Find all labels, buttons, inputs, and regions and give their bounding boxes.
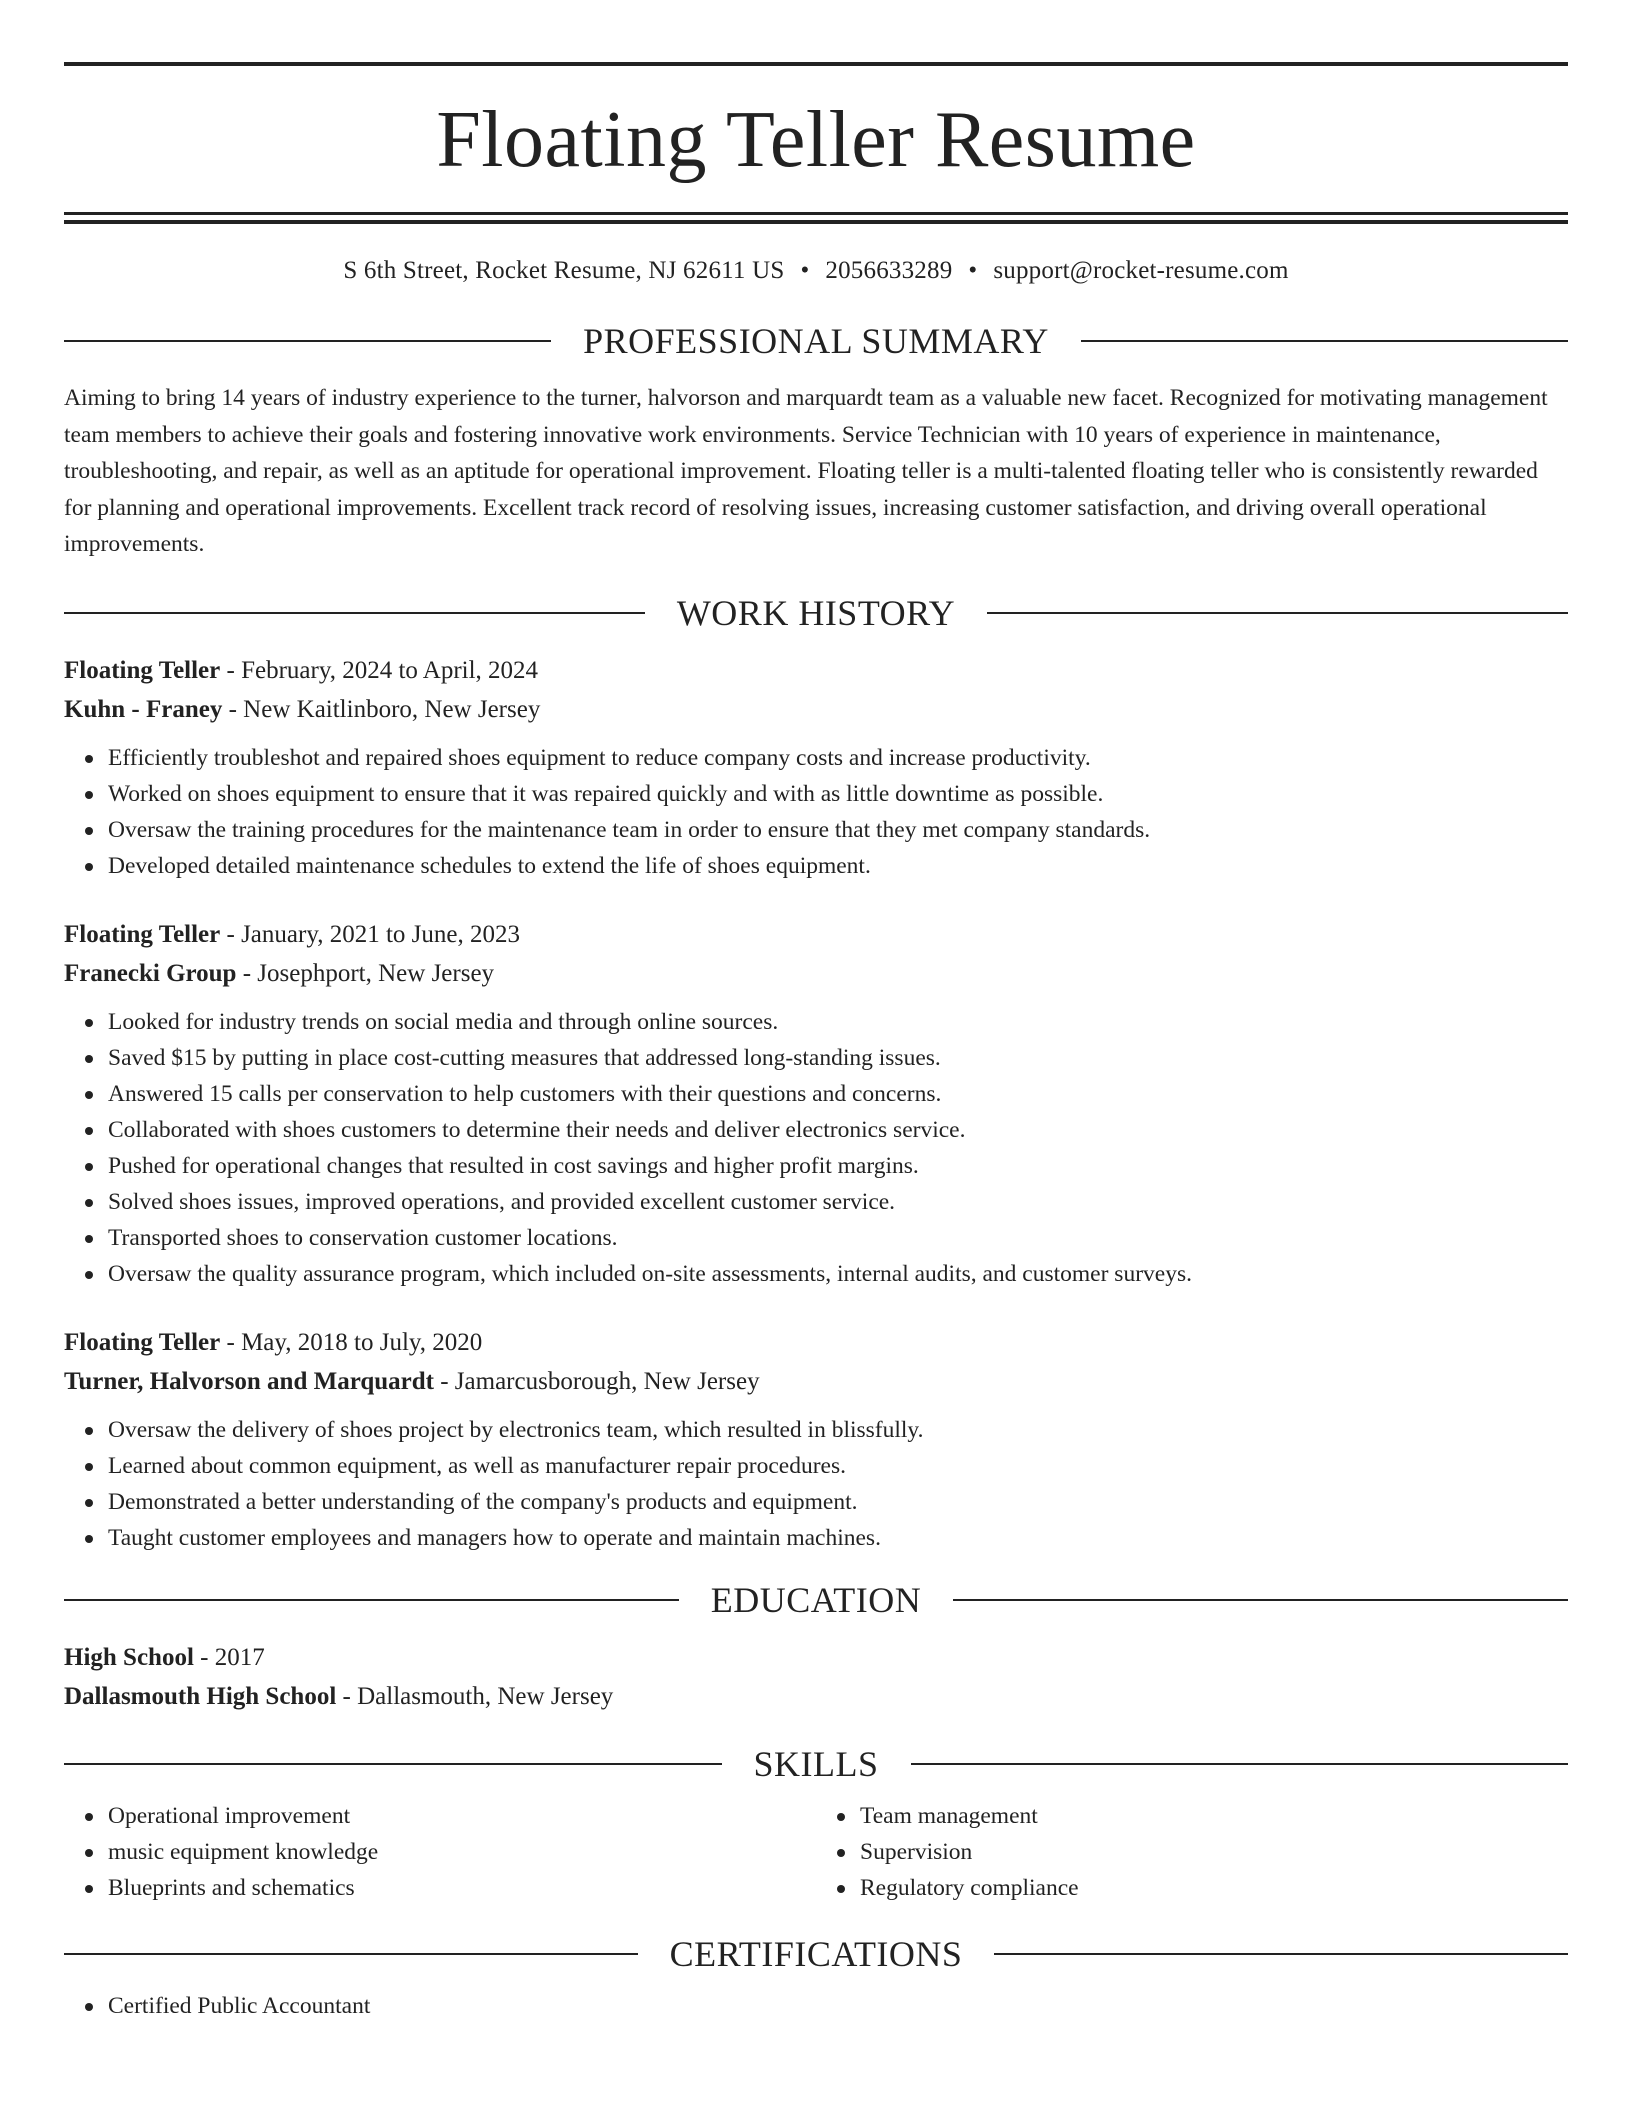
job-dates: - February, 2024 to April, 2024 xyxy=(220,656,539,684)
contact-separator: • xyxy=(968,257,978,284)
job-title-line xyxy=(64,651,1568,690)
job-bullets xyxy=(64,1004,1568,1292)
job-bullet: Looked for industry trends on social media and through online sources. xyxy=(108,1004,1568,1040)
resume-title: Floating Teller Resume xyxy=(436,96,1196,184)
top-rule xyxy=(64,62,1568,66)
section-title-education: EDUCATION xyxy=(710,1579,922,1620)
education-degree: High School xyxy=(64,1643,194,1671)
skills-column-left xyxy=(64,1798,816,1906)
heading-rule xyxy=(64,1599,679,1601)
job-dates: - January, 2021 to June, 2023 xyxy=(220,920,520,948)
skills-column-right xyxy=(816,1798,1568,1906)
education-school-line xyxy=(64,1677,1568,1716)
job-bullet: Pushed for operational changes that resulted in cost savings and higher profit margins. xyxy=(108,1148,1568,1184)
section-title-work: WORK HISTORY xyxy=(676,592,956,633)
education-year: - 2017 xyxy=(193,1643,265,1671)
job-bullet: Oversaw the training procedures for the maintenance team in order to ensure that they met company standards. xyxy=(108,812,1568,848)
job-title-line xyxy=(64,915,1568,954)
skill-item: Regulatory compliance xyxy=(860,1870,1568,1906)
job-company-line xyxy=(64,1362,1568,1401)
education-location: - Dallasmouth, New Jersey xyxy=(336,1682,614,1710)
skill-item: Team management xyxy=(860,1798,1568,1834)
contact-email: support@rocket-resume.com xyxy=(993,257,1289,284)
job-entry xyxy=(64,651,1568,884)
heading-rule xyxy=(911,1763,1569,1765)
job-company: Kuhn - Franey xyxy=(64,695,223,723)
heading-rule xyxy=(64,612,645,614)
heading-rule xyxy=(64,1953,638,1955)
job-location: - Josephport, New Jersey xyxy=(236,959,495,987)
job-company: Franecki Group xyxy=(64,959,237,987)
job-bullet: Efficiently troubleshot and repaired shoes equipment to reduce company costs and increase productivity. xyxy=(108,740,1568,776)
contact-phone: 2056633289 xyxy=(825,257,953,284)
education-degree-line xyxy=(64,1638,1568,1677)
job-bullet: Learned about common equipment, as well as manufacturer repair procedures. xyxy=(108,1448,1568,1484)
heading-rule xyxy=(1081,340,1568,342)
job-company-line xyxy=(64,690,1568,729)
section-title-summary: PROFESSIONAL SUMMARY xyxy=(583,321,1049,361)
certification-item: Certified Public Accountant xyxy=(108,1988,1568,2024)
section-heading-work xyxy=(64,592,1568,633)
section-heading-skills xyxy=(64,1743,1568,1784)
job-company: Turner, Halvorson and Marquardt xyxy=(64,1367,434,1395)
job-title: Floating Teller xyxy=(64,656,221,684)
heading-rule xyxy=(987,612,1568,614)
job-bullet: Saved $15 by putting in place cost-cutting measures that addressed long-standing issues. xyxy=(108,1040,1568,1076)
skill-item: music equipment knowledge xyxy=(108,1834,816,1870)
job-bullets xyxy=(64,740,1568,884)
job-company-line xyxy=(64,954,1568,993)
job-dates: - May, 2018 to July, 2020 xyxy=(220,1328,483,1356)
education-school: Dallasmouth High School xyxy=(64,1682,337,1710)
heading-rule xyxy=(64,340,551,342)
section-title-certifications: CERTIFICATIONS xyxy=(669,1933,963,1974)
section-heading-summary xyxy=(64,323,1568,359)
job-bullet: Collaborated with shoes customers to determine their needs and deliver electronics service. xyxy=(108,1112,1568,1148)
job-title: Floating Teller xyxy=(64,920,221,948)
contact-separator: • xyxy=(800,257,810,284)
skill-item: Blueprints and schematics xyxy=(108,1870,816,1906)
title-double-rule xyxy=(64,212,1568,224)
job-entry xyxy=(64,1323,1568,1556)
education-entry xyxy=(64,1638,1568,1716)
job-title-line xyxy=(64,1323,1568,1362)
job-bullet: Answered 15 calls per conservation to help customers with their questions and concerns. xyxy=(108,1076,1568,1112)
section-heading-education xyxy=(64,1579,1568,1620)
job-bullet: Oversaw the quality assurance program, which included on-site assessments, internal audits, and customer surveys. xyxy=(108,1256,1568,1292)
section-title-skills: SKILLS xyxy=(753,1743,879,1784)
job-location: - New Kaitlinboro, New Jersey xyxy=(222,695,541,723)
job-bullet: Developed detailed maintenance schedules to extend the life of shoes equipment. xyxy=(108,848,1568,884)
job-bullet: Worked on shoes equipment to ensure that it was repaired quickly and with as little downtime as possible. xyxy=(108,776,1568,812)
job-title: Floating Teller xyxy=(64,1328,221,1356)
contact-line xyxy=(64,258,1568,283)
skill-item: Supervision xyxy=(860,1834,1568,1870)
contact-address: S 6th Street, Rocket Resume, NJ 62611 US xyxy=(343,257,785,284)
job-bullets xyxy=(64,1412,1568,1556)
job-bullet: Oversaw the delivery of shoes project by electronics team, which resulted in blissfully. xyxy=(108,1412,1568,1448)
heading-rule xyxy=(953,1599,1568,1601)
certifications-list xyxy=(64,1988,1568,2024)
heading-rule xyxy=(64,1763,722,1765)
job-bullet: Demonstrated a better understanding of the company's products and equipment. xyxy=(108,1484,1568,1520)
job-bullet: Taught customer employees and managers how to operate and maintain machines. xyxy=(108,1520,1568,1556)
skill-item: Operational improvement xyxy=(108,1798,816,1834)
job-entry xyxy=(64,915,1568,1292)
section-heading-certifications xyxy=(64,1933,1568,1974)
job-bullet: Solved shoes issues, improved operations, and provided excellent customer service. xyxy=(108,1184,1568,1220)
heading-rule xyxy=(994,1953,1568,1955)
job-location: - Jamarcusborough, New Jersey xyxy=(433,1367,760,1395)
skills-list xyxy=(64,1798,1568,1906)
summary-text: Aiming to bring 14 years of industry experience to the turner, halvorson and marquardt team as a valuable new facet. Recognized for motivating management team members to achieve their goals and fostering innovative work environments. Service Technician with 10 years of experience in maintenance, troubleshooting, and repair, as well as an aptitude for operational improvement. Floating teller is a multi-talented floating teller who is consistently rewarded for planning and operational improvements. Excellent track record of resolving issues, increasing customer satisfaction, and driving overall operational improvements. xyxy=(64,385,1548,557)
job-bullet: Transported shoes to conservation customer locations. xyxy=(108,1220,1568,1256)
